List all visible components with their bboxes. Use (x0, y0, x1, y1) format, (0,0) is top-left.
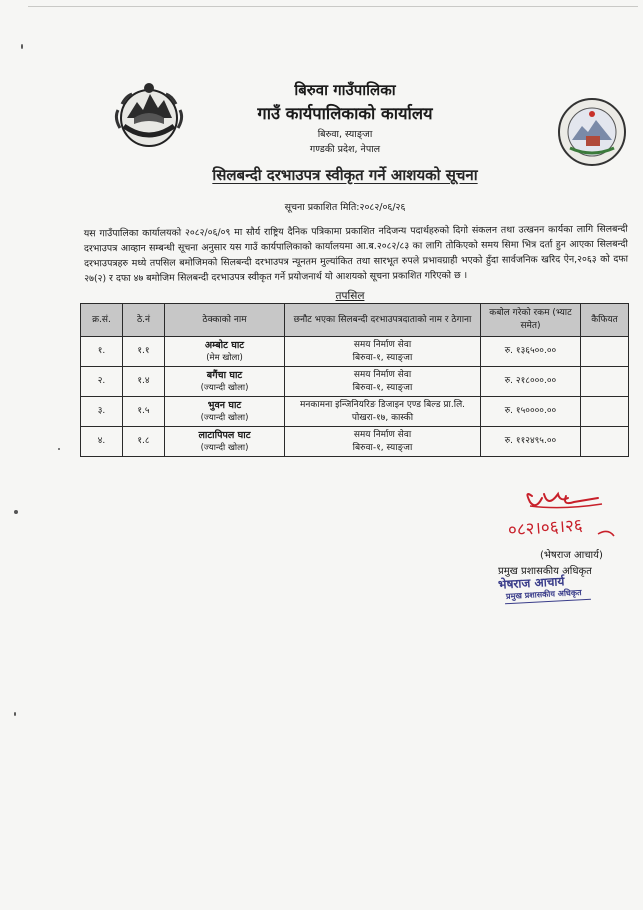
cell-sn: १. (81, 337, 123, 367)
bidder-address: बिरुवा-१, स्याङ्जा (352, 442, 413, 453)
cell-contract-no: १.४ (123, 367, 165, 397)
table-row (81, 337, 629, 367)
stamp-name: भेषराज आचार्य (497, 574, 565, 592)
header-amount: कबोल गरेको रकम (भ्याट समेत) (481, 304, 581, 337)
cell-contract-name (165, 367, 285, 397)
cell-amount: रु. १५००००.०० (481, 397, 581, 427)
header-bidder: छनौट भएका सिलबन्दी दरभाउपत्रदाताको नाम र ठेगाना (285, 304, 481, 337)
cell-amount: रु. ११२४९५.०० (481, 427, 581, 457)
body-paragraph: यस गाउँपालिका कार्यालयको २०८२/०६/०९ मा सौर्य राष्ट्रिय दैनिक पत्रिकामा प्रकाशित नदिजन्य पदार्थहरुको दिगो संकलन तथा उत्खनन कार्यका लागि सिलबन्दी दरभाउपत्र आव्हान सम्बन्धी सूचना अनुसार यस गाउँ कार्यपालिकाको कार्यालयमा आ.ब.२०८२/८३ का लागि तोकिएको समय सिमा भित्र दर्ता हुन आएका सिलबन्दी दरभाउपत्रहरु मध्ये तपसिल बमोजिमको सिलबन्दी दरभाउपत्र न्यूनतम मुल्यांकित तथा सारभूत रुपले प्रभावग्राही भएको हुँदा सार्वजनिक खरिद ऐन,२०६३ को दफा २७(२) र दफा ४७ बमोजिम सिलबन्दी दरभाउपत्र स्वीकृत गर्ने प्रयोजनार्थ यो आशयको सूचना प्रकाशित गरिएको छ । (83, 223, 629, 285)
cell-sn: ३. (81, 397, 123, 427)
contract-name: भुवन घाट (207, 399, 242, 411)
cell-bidder (285, 397, 481, 427)
bidder-address: बिरुवा-१, स्याङ्जा (352, 382, 413, 393)
cell-sn: ४. (81, 427, 123, 457)
bidder-name: मनकामना इन्जिनियरिङ डिजाइन एण्ड बिल्ड प्रा.लि. (299, 399, 466, 410)
bidder-name: समय निर्माण सेवा (353, 369, 412, 380)
notice-title (180, 165, 510, 185)
cell-amount: रु. १३६५००.०० (481, 337, 581, 367)
header-contract-name: ठेक्काको नाम (165, 304, 285, 337)
bidder-name: समय निर्माण सेवा (353, 339, 412, 350)
stamp-title: प्रमुख प्रशासकीय अधिकृत (505, 588, 582, 601)
published-date: सूचना प्रकाशित मिति:२०८२/०६/२६ (284, 202, 406, 213)
cell-contract-name (165, 397, 285, 427)
table-row (81, 397, 629, 427)
river-name: (ज्यान्दी खोला) (200, 382, 249, 393)
notice-title-text: सिलबन्दी दरभाउपत्र स्वीकृत गर्ने आशयको सूचना (212, 166, 478, 184)
signatory-title: प्रमुख प्रशासकीय अधिकृत (498, 566, 592, 577)
cell-bidder (285, 337, 481, 367)
cell-amount: रु. २१८०००.०० (481, 367, 581, 397)
header-remarks: कैफियत (581, 304, 629, 337)
cell-remarks (581, 397, 629, 427)
scan-speck (14, 510, 18, 514)
river-name: (ज्यान्दी खोला) (200, 412, 249, 423)
scan-speck (58, 448, 60, 450)
cell-remarks (581, 427, 629, 457)
organization-name: बिरुवा गाउँपालिका (294, 81, 396, 99)
contract-name: लाटापिपल घाट (198, 429, 251, 441)
cell-bidder (285, 367, 481, 397)
signature-date: ०८२।०६।२६ (507, 515, 584, 541)
header-contract-no: ठे.नं (123, 304, 165, 337)
bidder-address: पोखरा-१७, कास्की (351, 412, 414, 423)
river-name: (ज्यान्दी खोला) (200, 442, 249, 453)
river-name: (मेम खोला) (206, 352, 243, 363)
cell-sn: २. (81, 367, 123, 397)
page-edge (28, 6, 638, 7)
cell-remarks (581, 337, 629, 367)
nepal-emblem-icon (112, 78, 186, 152)
handwritten-signature (502, 488, 622, 546)
contract-name: बगैंचा घाट (206, 369, 243, 381)
contract-name: अम्बोट घाट (204, 339, 245, 351)
cell-bidder (285, 427, 481, 457)
cell-contract-no: १.१ (123, 337, 165, 367)
table-header-row (81, 304, 629, 337)
bidder-address: बिरुवा-१, स्याङ्जा (352, 352, 413, 363)
scan-speck (14, 712, 16, 716)
table-caption: तपसिल (335, 290, 365, 302)
signatory-name: (भेषराज आचार्य) (540, 550, 603, 561)
table-row (81, 367, 629, 397)
municipality-seal-icon (556, 96, 628, 168)
cell-remarks (581, 367, 629, 397)
office-name: गाउँ कार्यपालिकाको कार्यालय (257, 104, 433, 123)
header-sn: क्र.सं. (81, 304, 123, 337)
cell-contract-name (165, 427, 285, 457)
cell-contract-no: १.५ (123, 397, 165, 427)
bid-table (80, 303, 629, 457)
scan-speck (21, 44, 23, 49)
address-line-1: बिरुवा, स्याङ्जा (317, 129, 373, 140)
address-line-2: गण्डकी प्रदेश, नेपाल (309, 144, 381, 155)
table-row (81, 427, 629, 457)
cell-contract-name (165, 337, 285, 367)
bidder-name: समय निर्माण सेवा (353, 429, 412, 440)
cell-contract-no: १.८ (123, 427, 165, 457)
